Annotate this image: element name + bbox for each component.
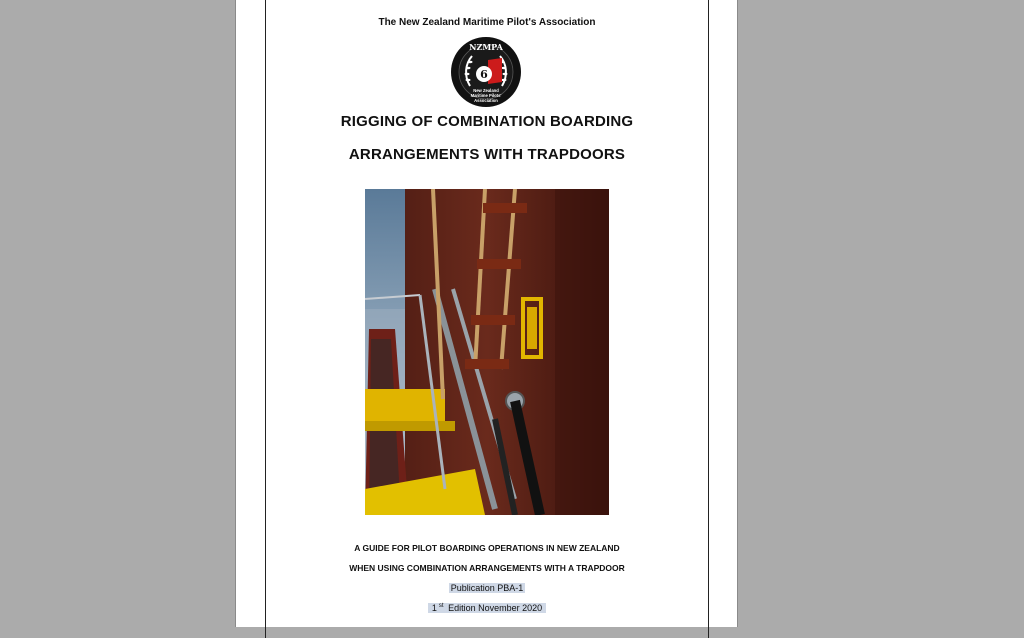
cover-photo-pilot-ladder (365, 189, 609, 515)
svg-text:6: 6 (480, 68, 488, 81)
association-name: The New Zealand Maritime Pilot's Association (378, 17, 596, 28)
edition-text: Edition November 2020 (445, 603, 543, 613)
subtitle-line-2: WHEN USING COMBINATION ARRANGEMENTS WITH A TRAPDOOR (349, 563, 625, 573)
title-line-2: ARRANGEMENTS WITH TRAPDOORS (348, 146, 626, 163)
logo-bottom-text-1: New Zealand (473, 88, 499, 93)
logo-bottom-text-3: Association (474, 98, 498, 103)
title-line-1: RIGGING OF COMBINATION BOARDING (340, 113, 634, 130)
edition-number: 1 (431, 603, 437, 613)
edition-suffix: st (438, 603, 444, 609)
subtitle-line-1: A GUIDE FOR PILOT BOARDING OPERATIONS IN NEW ZEALAND (354, 543, 620, 553)
edition-text-highlight (428, 603, 546, 613)
logo-top-text: NZMPA (469, 42, 503, 52)
publication-number (265, 583, 709, 593)
logo-bottom-text-2: Maritime Pilots' (470, 93, 502, 98)
publication-text: Publication PBA-1 (450, 583, 524, 593)
edition-line (265, 603, 709, 613)
